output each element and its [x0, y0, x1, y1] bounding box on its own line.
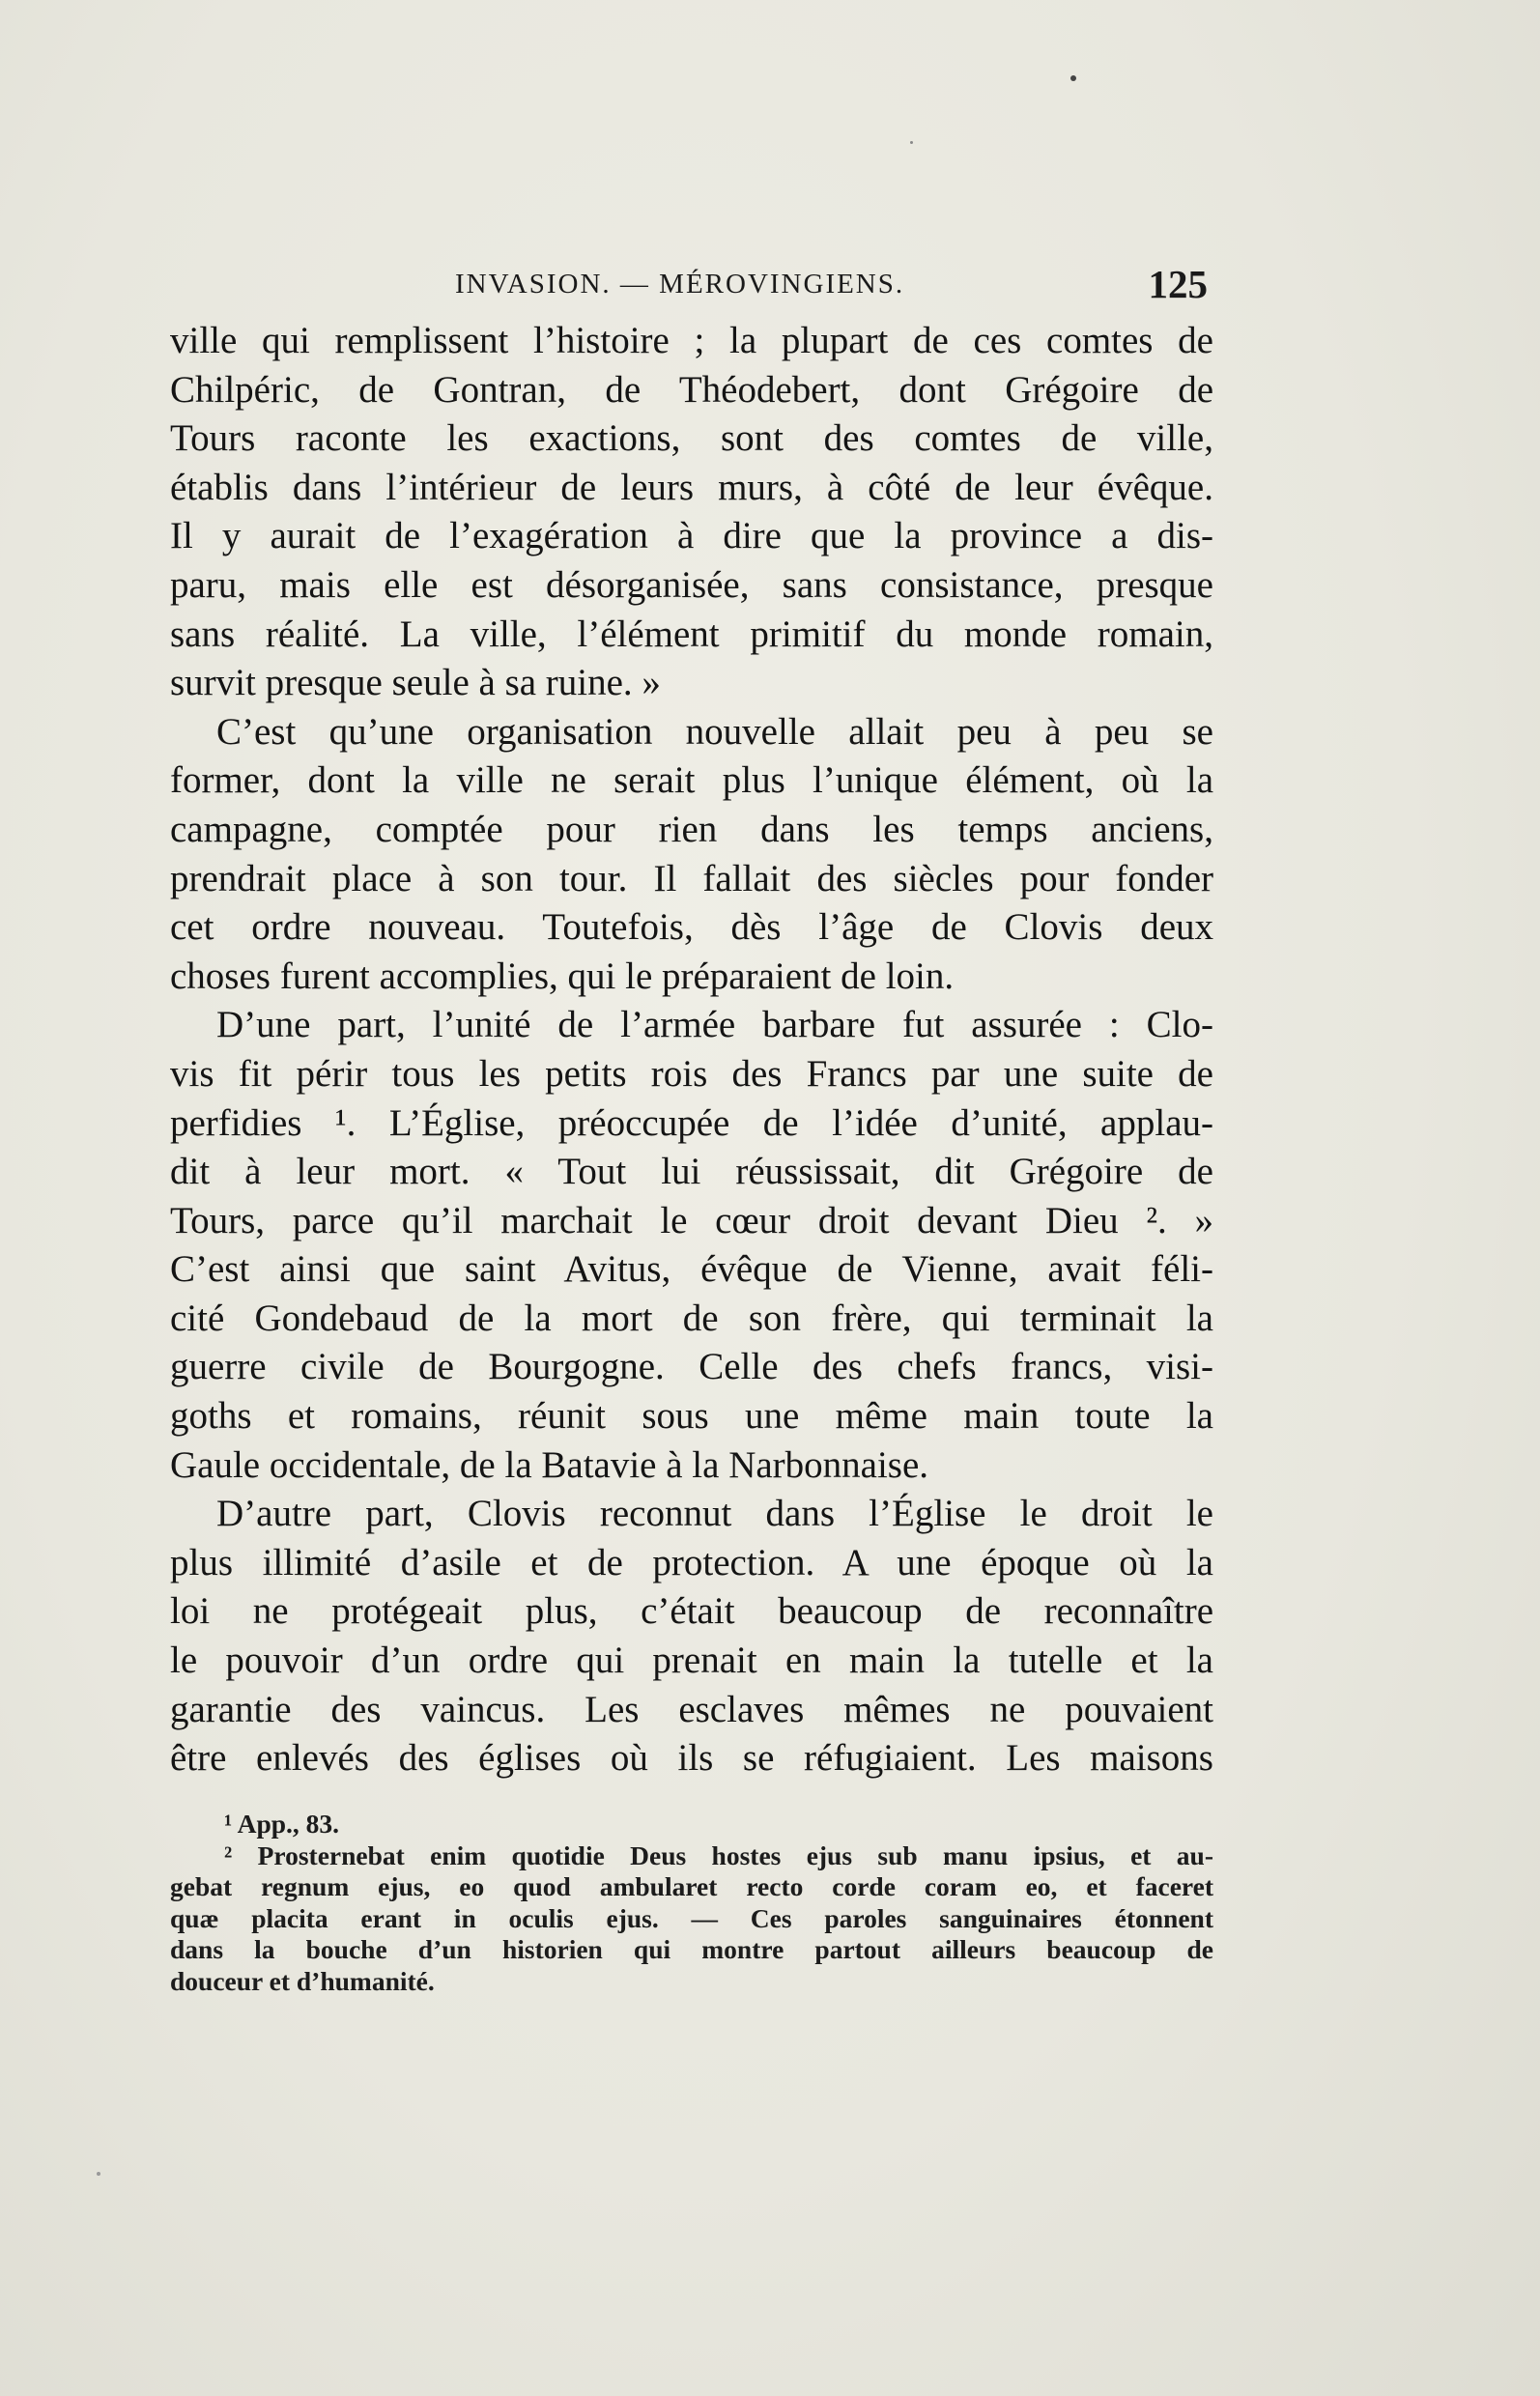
text-line: Il y aurait de l’exagération à dire que la province a dis- [170, 515, 1213, 557]
text-line: perfidies ¹. L’Église, préoccupée de l’idée d’unité, applau- [170, 1101, 1213, 1144]
text-line: établis dans l’intérieur de leurs murs, à côté de leur évêque. [170, 466, 1213, 508]
paper-speck [910, 141, 913, 144]
text-line: dit à leur mort. « Tout lui réussissait, dit Grégoire de [170, 1151, 1213, 1193]
text-line: survit presque seule à sa ruine. » [170, 662, 661, 704]
footnote-line: dans la bouche d’un historien qui montre partout ailleurs beaucoup de [170, 1934, 1213, 1965]
text-line: le pouvoir d’un ordre qui prenait en main la tutelle et la [170, 1640, 1213, 1682]
text-line: vis fit périr tous les petits rois des Francs par une suite de [170, 1052, 1213, 1095]
text-line: prendrait place à son tour. Il fallait des siècles pour fonder [170, 857, 1213, 899]
paper-speck [1070, 75, 1076, 81]
text-line: choses furent accomplies, qui le préparaient de loin. [170, 955, 955, 997]
text-line: D’une part, l’unité de l’armée barbare fut assurée : Clo- [216, 1004, 1213, 1046]
text-line: sans réalité. La ville, l’élément primitif du monde romain, [170, 613, 1213, 655]
text-line: Tours raconte les exactions, sont des comtes de ville, [170, 417, 1213, 460]
text-line: former, dont la ville ne serait plus l’unique élément, où la [170, 759, 1213, 802]
footnotes [170, 1809, 1213, 1998]
text-line: C’est qu’une organisation nouvelle allait peu à peu se [216, 710, 1213, 753]
text-line: goths et romains, réunit sous une même main toute la [170, 1395, 1213, 1438]
text-line: paru, mais elle est désorganisée, sans consistance, presque [170, 563, 1213, 606]
page-number: 125 [1148, 262, 1208, 306]
paper-speck [97, 2172, 100, 2176]
text-line: C’est ainsi que saint Avitus, évêque de Vienne, avait féli- [170, 1248, 1213, 1291]
text-line: être enlevés des églises où ils se réfugiaient. Les maisons [170, 1737, 1213, 1780]
text-line: garantie des vaincus. Les esclaves mêmes ne pouvaient [170, 1688, 1213, 1730]
text-line: D’autre part, Clovis reconnut dans l’Église le droit le [216, 1493, 1213, 1535]
text-line: campagne, comptée pour rien dans les temps anciens, [170, 808, 1213, 850]
footnote-line: gebat regnum ejus, eo quod ambularet recto corde coram eo, et faceret [170, 1871, 1213, 1902]
text-line: Gaule occidentale, de la Batavie à la Narbonnaise. [170, 1443, 929, 1486]
running-head-title: INVASION. — MÉROVINGIENS. [455, 269, 905, 300]
text-line: ville qui remplissent l’histoire ; la plupart de ces comtes de [170, 320, 1213, 361]
text-line: Chilpéric, de Gontran, de Théodebert, dont Grégoire de [170, 368, 1213, 411]
footnote-line: quæ placita erant in oculis ejus. — Ces paroles sanguinaires étonnent [170, 1902, 1213, 1933]
running-head [170, 261, 1213, 309]
text-line: plus illimité d’asile et de protection. A une époque où la [170, 1541, 1213, 1583]
text-line: cité Gondebaud de la mort de son frère, qui terminait la [170, 1297, 1213, 1339]
text-line: cet ordre nouveau. Toutefois, dès l’âge de Clovis deux [170, 906, 1213, 949]
body-text [170, 317, 1213, 1783]
footnote-line: ¹ App., 83. [224, 1809, 340, 1839]
text-line: loi ne protégeait plus, c’était beaucoup de reconnaître [170, 1590, 1213, 1633]
text-line: Tours, parce qu’il marchait le cœur droit devant Dieu ². » [170, 1199, 1213, 1241]
footnote-line: douceur et d’humanité. [170, 1965, 435, 1996]
footnote-line: ² Prosternebat enim quotidie Deus hostes ejus sub manu ipsius, et au- [224, 1840, 1213, 1870]
text-line: guerre civile de Bourgogne. Celle des chefs francs, visi- [170, 1346, 1213, 1388]
